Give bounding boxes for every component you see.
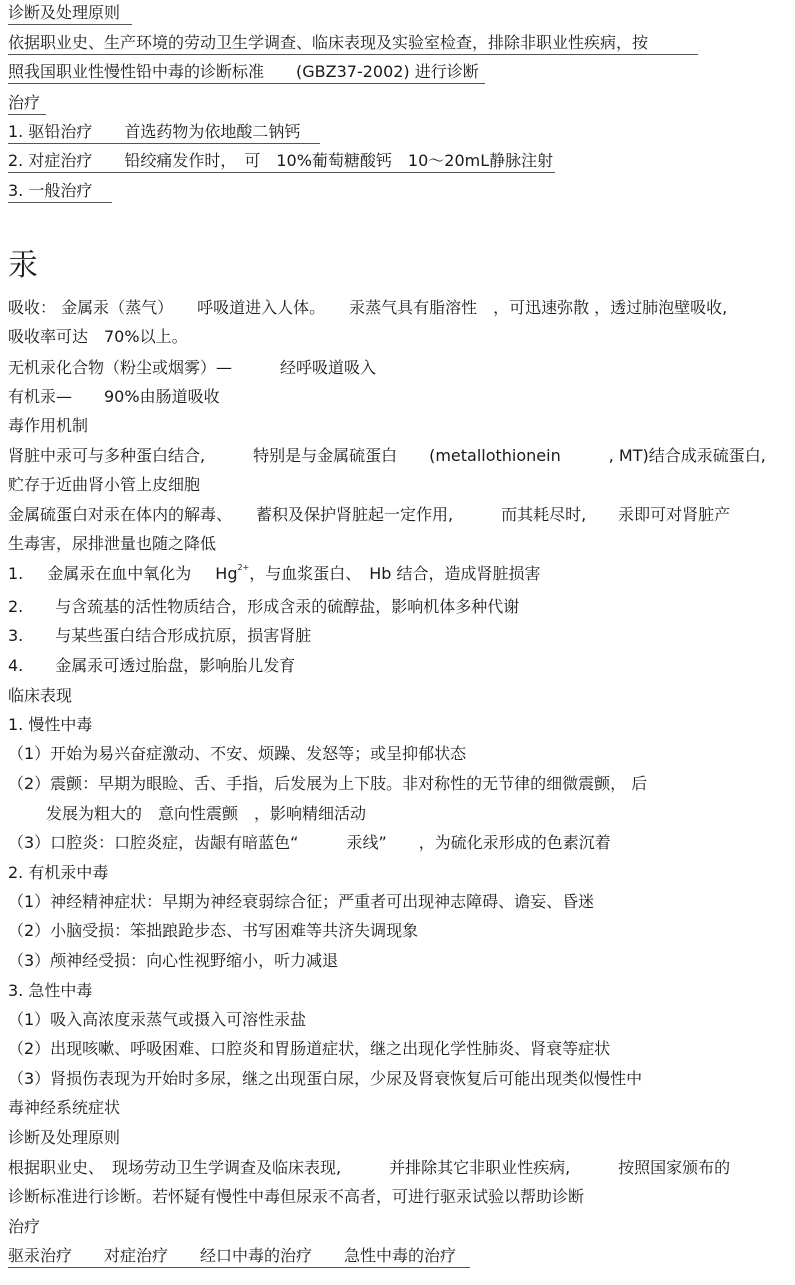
lead-treatment-item-3: 3. 一般治疗 [8, 180, 112, 203]
acute-item-2: （2）出现咳嗽、呼吸困难、口腔炎和胃肠道症状，继之出现化学性肺炎、肾衰等症状 [8, 1039, 611, 1058]
mechanism-line-2: 贮存于近曲肾小管上皮细胞 [8, 475, 201, 494]
inorganic-mercury-line: 无机汞化合物（粉尘或烟雾）— 经呼吸道吸入 [8, 358, 377, 377]
mechanism-item-3: 3. 与某些蛋白结合形成抗原，损害肾脏 [8, 626, 312, 645]
item-number: 1. [8, 564, 24, 583]
organic-item-2: （2）小脑受损：笨拙踉跄步态、书写困难等共济失调现象 [8, 921, 419, 940]
hg-symbol: Hg [215, 564, 238, 583]
acute-item-3: （3）肾损伤表现为开始时多尿，继之出现蛋白尿，少尿及肾衰恢复后可能出现类似慢性中 [8, 1069, 643, 1088]
lead-treatment-heading: 治疗 [8, 92, 46, 115]
lead-line-2: 依据职业史、生产环境的劳动卫生学调查、临床表现及实验室检查，排除非职业性疾病，按 [8, 32, 698, 55]
organic-mercury-line: 有机汞— 90%由肠道吸收 [8, 387, 220, 406]
lead-treatment-item-1: 1. 驱铅治疗 首选药物为依地酸二钠钙 [8, 121, 320, 144]
organic-heading: 2. 有机汞中毒 [8, 863, 109, 882]
acute-item-1: （1）吸入高浓度汞蒸气或摄入可溶性汞盐 [8, 1010, 307, 1029]
chronic-item-2-cont: 发展为粗大的 意向性震颤 ，影响精细活动 [46, 804, 367, 823]
mechanism-line-1: 肾脏中汞可与多种蛋白结合, 特别是与金属硫蛋白 (metallothionein , MT)结合成汞硫蛋白, [8, 446, 766, 465]
chronic-heading: 1. 慢性中毒 [8, 715, 93, 734]
acute-item-3-cont: 毒神经系统症状 [8, 1098, 121, 1117]
mechanism-item-2: 2. 与含巯基的活性物质结合，形成含汞的硫醇盐，影响机体多种代谢 [8, 597, 520, 616]
section-title: 汞 [8, 248, 38, 283]
absorption-line-2: 吸收率可达 70%以上。 [8, 327, 188, 346]
chronic-item-2: （2）震颤：早期为眼睑、舌、手指，后发展为上下肢。非对称性的无节律的细微震颤， 后 [8, 774, 648, 793]
organic-item-3: （3）颅神经受损：向心性视野缩小，听力减退 [8, 951, 339, 970]
acute-heading: 3. 急性中毒 [8, 981, 93, 1000]
principle-line-2: 诊断标准进行诊断。若怀疑有慢性中毒但尿汞不高者，可进行驱汞试验以帮助诊断 [8, 1187, 585, 1206]
mercury-treatment-heading: 治疗 [8, 1217, 41, 1236]
mechanism-line-3: 金属硫蛋白对汞在体内的解毒、 蓄积及保护肾脏起一定作用, 而其耗尽时, 汞即可对肾脏产 [8, 505, 731, 524]
chronic-item-1: （1）开始为易兴奋症激动、不安、烦躁、发怒等；或呈抑郁状态 [8, 744, 467, 763]
lead-treatment-item-2: 2. 对症治疗 铅绞痛发作时， 可 10%葡萄糖酸钙 10～20mL静脉注射 [8, 150, 555, 173]
mechanism-heading: 毒作用机制 [8, 416, 89, 435]
lead-diagnosis-heading: 诊断及处理原则 [8, 2, 132, 25]
item-text-post: ，与血浆蛋白、 Hb 结合，造成肾脏损害 [249, 564, 541, 583]
mechanism-item-1 [8, 563, 541, 585]
chronic-item-3: （3）口腔炎：口腔炎症，齿龈有暗蓝色“ 汞线” ，为硫化汞形成的色素沉着 [8, 833, 611, 852]
mechanism-line-4: 生毒害，尿排泄量也随之降低 [8, 534, 217, 553]
clinical-heading: 临床表现 [8, 686, 73, 705]
principle-line-1: 根据职业史、 现场劳动卫生学调查及临床表现, 并排除其它非职业性疾病, 按照国家颁布的 [8, 1158, 731, 1177]
item-text: 金属汞在血中氧化为 [47, 564, 192, 583]
mercury-treatment-list: 驱汞治疗 对症治疗 经口中毒的治疗 急性中毒的治疗 [8, 1245, 470, 1268]
mechanism-item-4: 4. 金属汞可透过胎盘，影响胎儿发育 [8, 656, 296, 675]
absorption-line-1: 吸收： 金属汞（蒸气） 呼吸道进入人体。 汞蒸气具有脂溶性 ，可迅速弥散 ，透过肺泡壁吸收, [8, 298, 728, 317]
principle-heading: 诊断及处理原则 [8, 1128, 121, 1147]
organic-item-1: （1）神经精神症状：早期为神经衰弱综合征；严重者可出现神志障碍、谵妄、昏迷 [8, 892, 595, 911]
lead-line-3: 照我国职业性慢性铅中毒的诊断标准 (GBZ37-2002) 进行诊断 [8, 61, 485, 84]
hg-charge: 2+ [237, 563, 250, 572]
